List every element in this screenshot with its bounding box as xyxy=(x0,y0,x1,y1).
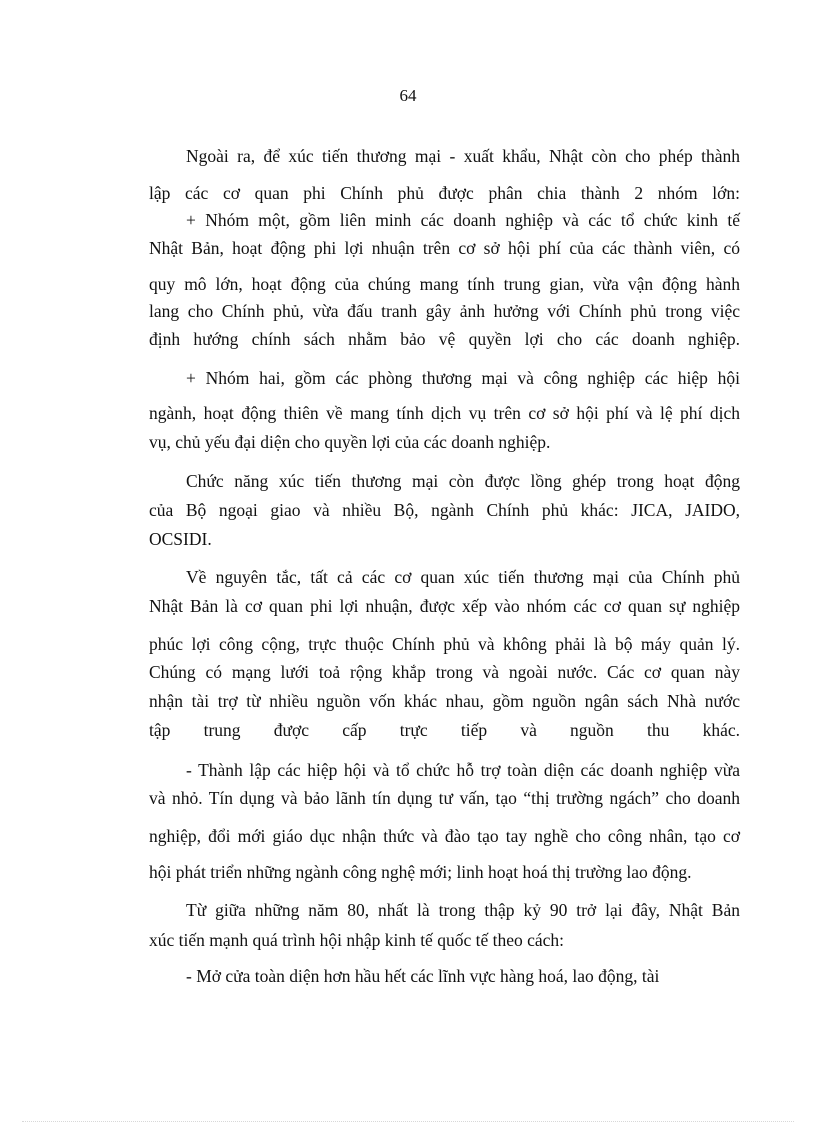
text-line: của Bộ ngoại giao và nhiều Bộ, ngành Chính phủ khác: JICA, JAIDO, xyxy=(149,500,740,520)
text-line: ngành, hoạt động thiên về mang tính dịch vụ trên cơ sở hội phí và lệ phí dịch xyxy=(149,403,740,423)
text-line: tập trung được cấp trực tiếp và nguồn thu khác. xyxy=(149,720,740,740)
text-line: và nhỏ. Tín dụng và bảo lãnh tín dụng tư vấn, tạo “thị trường ngách” cho doanh xyxy=(149,788,740,808)
text-line: Về nguyên tắc, tất cả các cơ quan xúc tiến thương mại của Chính phủ xyxy=(186,567,740,587)
text-line: xúc tiến mạnh quá trình hội nhập kinh tế quốc tế theo cách: xyxy=(149,930,565,950)
text-line: OCSIDI. xyxy=(149,529,212,549)
text-line: Chúng có mạng lưới toả rộng khắp trong và ngoài nước. Các cơ quan này xyxy=(149,662,740,682)
text-line: quy mô lớn, hoạt động của chúng mang tính trung gian, vừa vận động hành xyxy=(149,274,740,294)
text-line: - Thành lập các hiệp hội và tổ chức hỗ trợ toàn diện các doanh nghiệp vừa xyxy=(186,760,740,780)
text-line: + Nhóm một, gồm liên minh các doanh nghiệp và các tổ chức kinh tế xyxy=(186,210,740,230)
text-line: định hướng chính sách nhằm bảo vệ quyền lợi cho các doanh nghiệp. xyxy=(149,329,740,349)
text-line: nghiệp, đổi mới giáo dục nhận thức và đào tạo tay nghề cho công nhân, tạo cơ xyxy=(149,826,740,846)
text-line: - Mở cửa toàn diện hơn hầu hết các lĩnh vực hàng hoá, lao động, tài xyxy=(186,966,660,986)
text-line: lang cho Chính phủ, vừa đấu tranh gây ảnh hưởng với Chính phủ trong việc xyxy=(149,301,740,321)
text-line: Từ giữa những năm 80, nhất là trong thập kỷ 90 trở lại đây, Nhật Bản xyxy=(186,900,740,920)
text-line: lập các cơ quan phi Chính phủ được phân chia thành 2 nhóm lớn: xyxy=(149,183,740,203)
text-line: Chức năng xúc tiến thương mại còn được lồng ghép trong hoạt động xyxy=(186,471,740,491)
page-edge-divider xyxy=(22,1121,794,1122)
text-line: Nhật Bản là cơ quan phi lợi nhuận, được xếp vào nhóm các cơ quan sự nghiệp xyxy=(149,596,740,616)
text-line: vụ, chủ yếu đại diện cho quyền lợi của các doanh nghiệp. xyxy=(149,432,551,452)
page-number: 64 xyxy=(399,86,417,105)
text-line: Ngoài ra, để xúc tiến thương mại - xuất khẩu, Nhật còn cho phép thành xyxy=(186,146,740,166)
text-line: phúc lợi công cộng, trực thuộc Chính phủ và không phải là bộ máy quản lý. xyxy=(149,634,740,654)
text-line: + Nhóm hai, gồm các phòng thương mại và công nghiệp các hiệp hội xyxy=(186,368,740,388)
text-line: nhận tài trợ từ nhiều nguồn vốn khác nhau, gồm nguồn ngân sách Nhà nước xyxy=(149,691,740,711)
text-line: hội phát triển những ngành công nghệ mới; linh hoạt hoá thị trường lao động. xyxy=(149,862,692,882)
text-line: Nhật Bản, hoạt động phi lợi nhuận trên cơ sở hội phí của các thành viên, có xyxy=(149,238,740,258)
